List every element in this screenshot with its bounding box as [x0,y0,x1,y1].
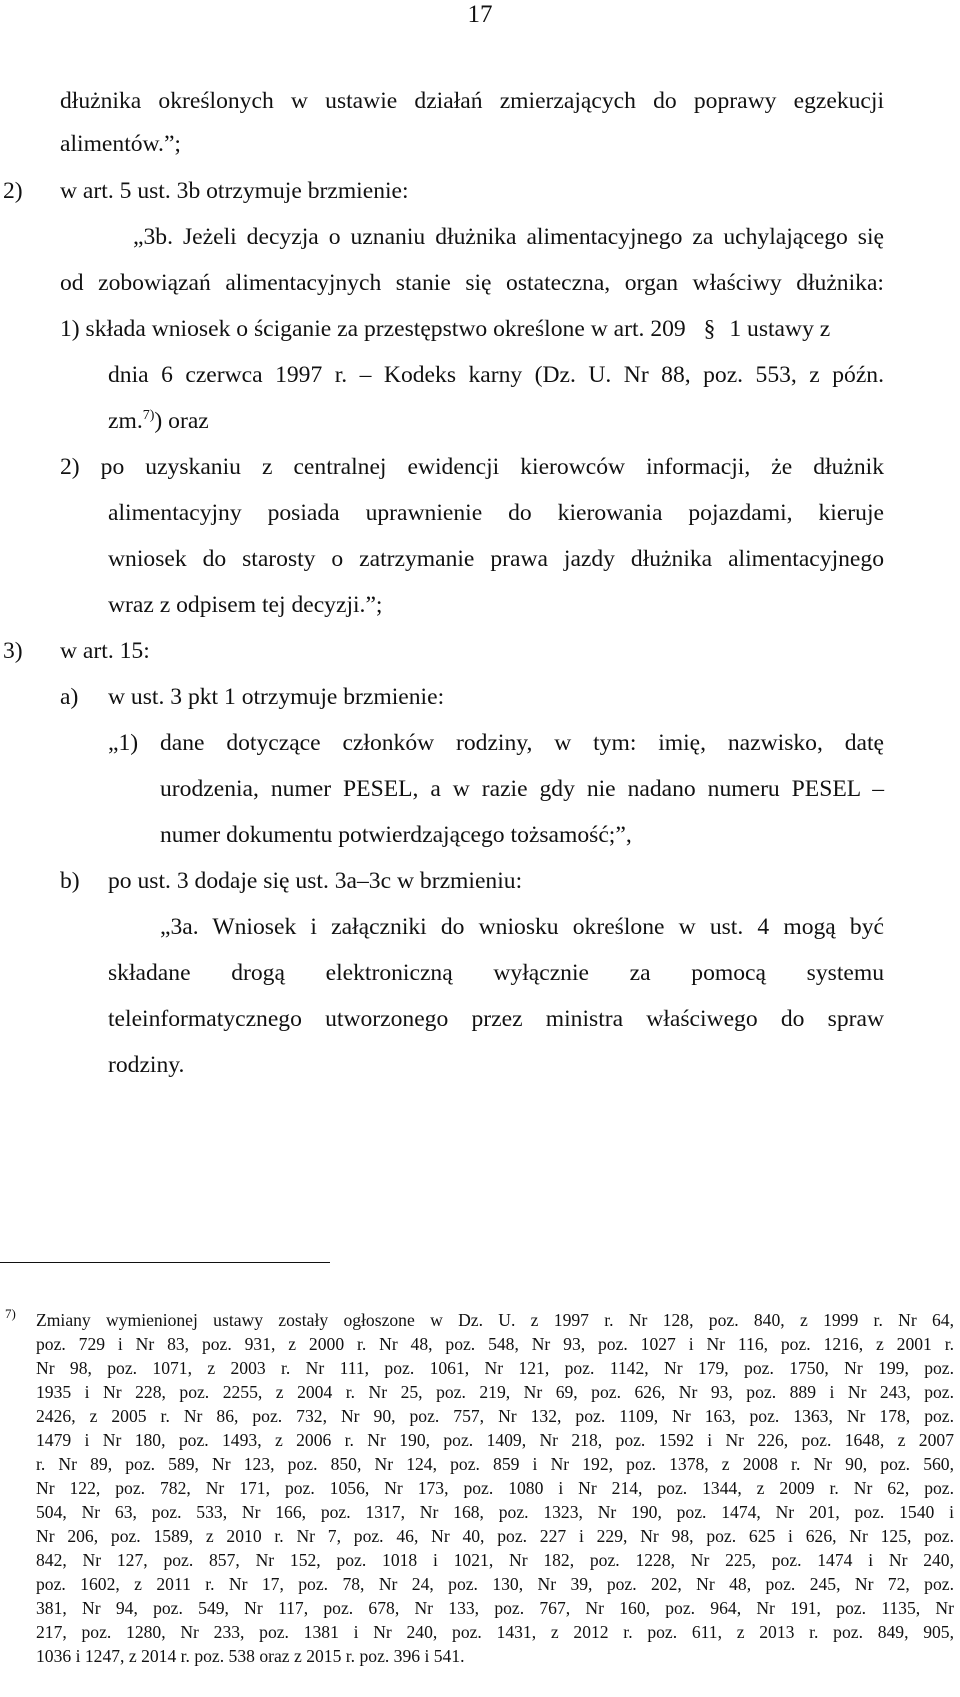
footnote-line: 217, poz. 1280, Nr 233, poz. 1381 i Nr 240, poz. 1431, z 2012 r. poz. 611, z 2013 r. poz. 849, 905, [36,1622,954,1642]
footnote-line: 842, Nr 127, poz. 857, Nr 152, poz. 1018 i 1021, Nr 182, poz. 1228, Nr 225, poz. 1474 i Nr 240, [36,1550,954,1570]
body-line: urodzenia, numer PESEL, a w razie gdy nie nadano numeru PESEL – [160,776,884,802]
body-line: numer dokumentu potwierdzającego tożsamość;”, [160,822,632,848]
body-line: po ust. 3 dodaje się ust. 3a–3c w brzmieniu: [108,868,523,894]
body-line: w art. 5 ust. 3b otrzymuje brzmienie: [60,178,409,204]
body-line: wniosek do starosty o zatrzymanie prawa jazdy dłużnika alimentacyjnego [108,546,884,572]
body-line: „1) dane dotyczące członków rodziny, w tym: imię, nazwisko, datę [108,730,884,756]
footnote-line: 504, Nr 63, poz. 533, Nr 166, poz. 1317, Nr 168, poz. 1323, Nr 190, poz. 1474, Nr 201, poz. 1540 i [36,1502,954,1522]
list-marker: b) [60,868,80,894]
footnote-line: 1036 i 1247, z 2014 r. poz. 538 oraz z 2015 r. poz. 396 i 541. [36,1646,465,1666]
body-text: 1 ustawy z [729,316,831,342]
footnote-reference: 7) [142,408,155,423]
body-line: dłużnika określonych w ustawie działań zmierzających do poprawy egzekucji [60,88,884,114]
body-line: teleinformatycznego utworzonego przez ministra właściwego do spraw [108,1006,884,1032]
footnote-separator [0,1262,330,1263]
body-text: 1) składa wniosek o ściganie za przestępstwo określone w art. 209 [60,316,686,342]
body-line: w art. 15: [60,638,150,664]
footnote-line: r. Nr 89, poz. 589, Nr 123, poz. 850, Nr 124, poz. 859 i Nr 192, poz. 1378, z 2008 r. Nr 90, poz. 560, [36,1454,954,1474]
body-line: wraz z odpisem tej decyzji.”; [108,592,383,618]
footnote-line: 1935 i Nr 228, poz. 2255, z 2004 r. Nr 25, poz. 219, Nr 69, poz. 626, Nr 93, poz. 889 i Nr 243, poz. [36,1382,954,1402]
footnote-line: 1479 i Nr 180, poz. 1493, z 2006 r. Nr 190, poz. 1409, Nr 218, poz. 1592 i Nr 226, poz. 1648, z 2007 [36,1430,954,1450]
body-line: alimentacyjny posiada uprawnienie do kierowania pojazdami, kieruje [108,500,884,526]
footnote-marker: 7) [5,1306,16,1321]
body-line: „3b. Jeżeli decyzja o uznaniu dłużnika alimentacyjnego za uchylającego się [133,224,884,250]
footnote-line: Zmiany wymienionej ustawy zostały ogłoszone w Dz. U. z 1997 r. Nr 128, poz. 840, z 1999 r. Nr 64, [36,1310,954,1330]
footnote-line: Nr 122, poz. 782, Nr 171, poz. 1056, Nr 173, poz. 1080 i Nr 214, poz. 1344, z 2009 r. Nr 62, poz. [36,1478,954,1498]
body-line: od zobowiązań alimentacyjnych stanie się ostateczna, organ właściwy dłużnika: [60,270,884,296]
footnote-line: Nr 206, poz. 1589, z 2010 r. Nr 7, poz. 46, Nr 40, poz. 227 i 229, Nr 98, poz. 625 i 626, Nr 125, poz. [36,1526,954,1546]
body-line: alimentów.”; [60,131,181,157]
body-line: dnia 6 czerwca 1997 r. – Kodeks karny (Dz. U. Nr 88, poz. 553, z późn. [108,362,884,388]
body-line: „3a. Wniosek i załączniki do wniosku określone w ust. 4 mogą być [160,914,884,940]
footnote-line: Nr 98, poz. 1071, z 2003 r. Nr 111, poz. 1061, Nr 121, poz. 1142, Nr 179, poz. 1750, Nr 199, poz. [36,1358,954,1378]
list-marker: 3) [3,638,23,664]
footnote-line: poz. 729 i Nr 83, poz. 931, z 2000 r. Nr 48, poz. 548, Nr 93, poz. 1027 i Nr 116, poz. 1216, z 2001 r. [36,1334,954,1354]
body-line: 2) po uzyskaniu z centralnej ewidencji kierowców informacji, że dłużnik [60,454,884,480]
footnote-line: 2426, z 2005 r. Nr 86, poz. 732, Nr 90, poz. 757, Nr 132, poz. 1109, Nr 163, poz. 1363, Nr 178, poz. [36,1406,954,1426]
body-text: ) oraz [154,408,209,434]
list-marker: a) [60,684,79,710]
section-sign: § [703,316,716,342]
list-marker: 2) [3,178,23,204]
body-text: zm. [108,408,143,434]
footnote-line: poz. 1602, z 2011 r. Nr 17, poz. 78, Nr 24, poz. 130, Nr 39, poz. 202, Nr 48, poz. 245, Nr 72, poz. [36,1574,954,1594]
body-line: w ust. 3 pkt 1 otrzymuje brzmienie: [108,684,445,710]
footnote-line: 381, Nr 94, poz. 549, Nr 117, poz. 678, Nr 133, poz. 767, Nr 160, poz. 964, Nr 191, poz. 1135, Nr [36,1598,954,1618]
body-line [108,410,209,434]
body-line [60,318,830,342]
body-line: rodziny. [108,1052,185,1078]
body-line: składane drogą elektroniczną wyłącznie za pomocą systemu [108,960,884,986]
page-number: 17 [467,1,493,28]
